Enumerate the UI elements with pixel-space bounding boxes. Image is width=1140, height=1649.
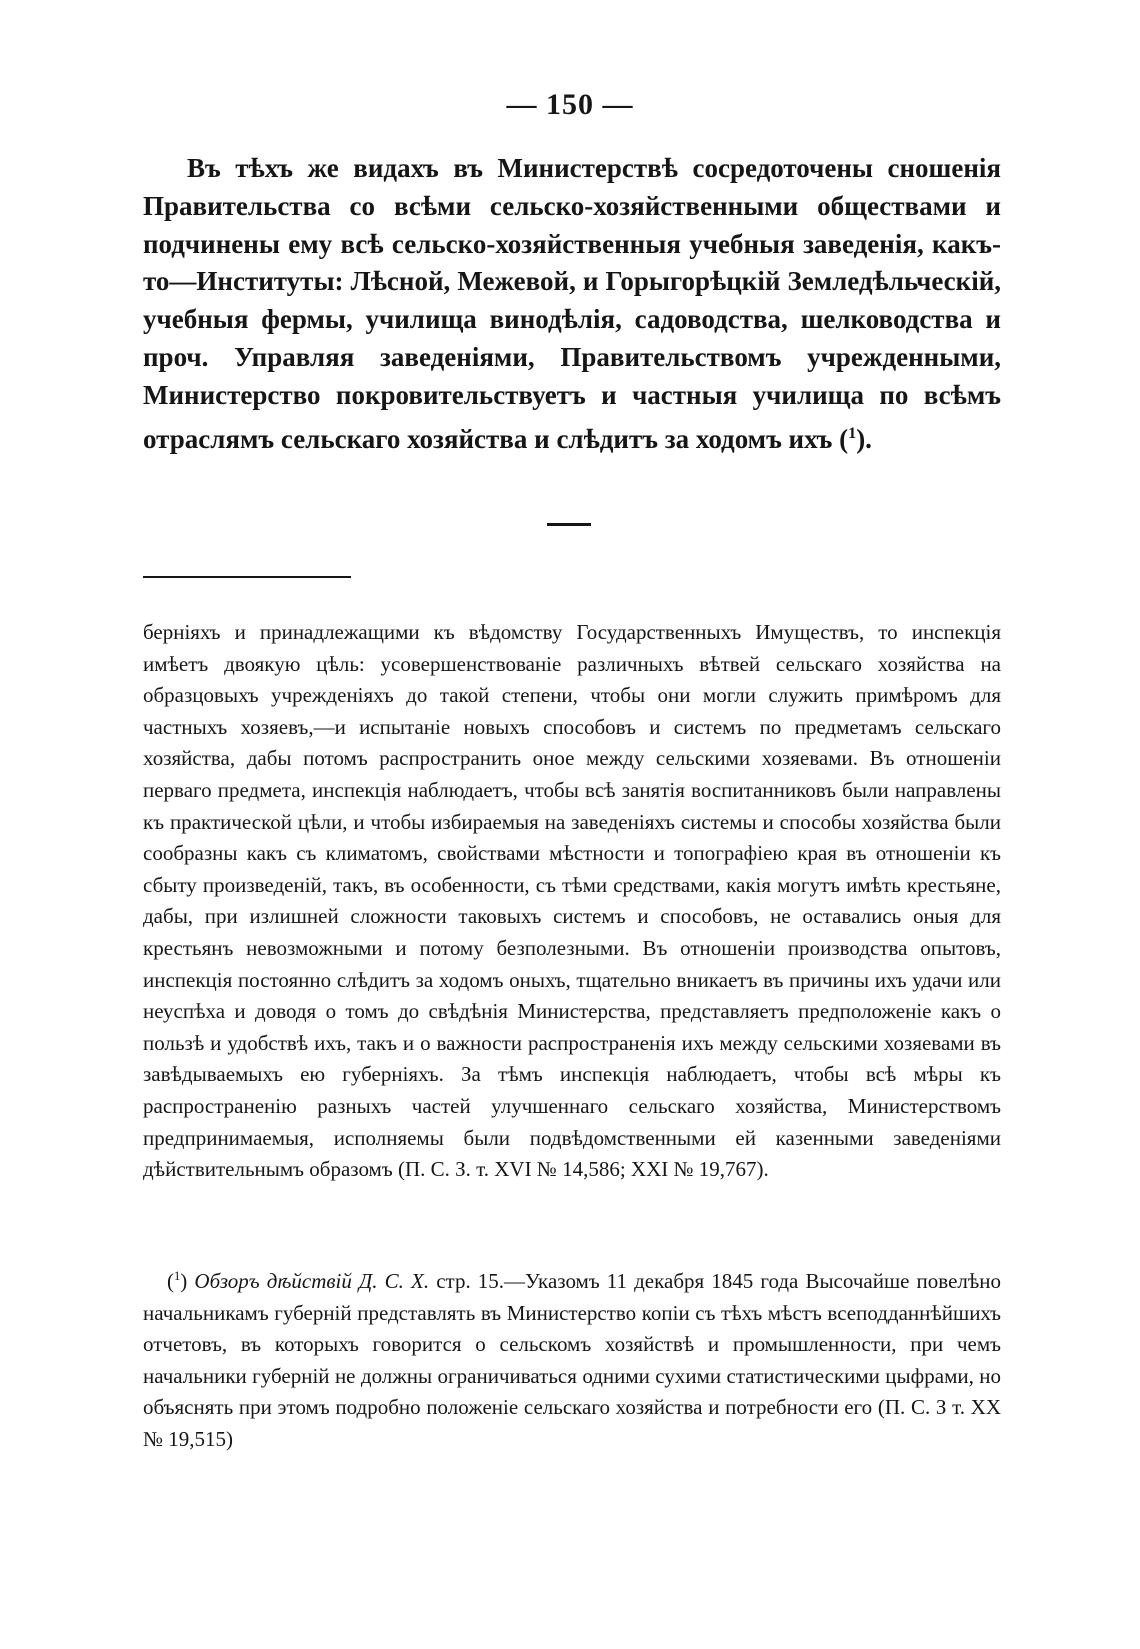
- main-paragraph: [143, 150, 1001, 458]
- footnote-1: [143, 1261, 1001, 1456]
- section-separator-rule: [547, 523, 591, 526]
- footnote-reference-1: 1: [848, 423, 857, 442]
- footnote-1-mark-close: ): [180, 1269, 188, 1293]
- page-number: — 150 —: [506, 88, 634, 121]
- footnote-separator-rule: [143, 576, 351, 578]
- footnote-continuation: берніяхъ и принадлежащими къ вѣдомству Государственныхъ Имуществъ, то инспекція имѣетъ двоякую цѣль: усовершенствованіе различныхъ вѣтвей сельскаго хозяйства на образцовыхъ учрежденіяхъ до такой степени, чтобы они могли служить примѣромъ для частныхъ хозяевъ,—и испытаніе новыхъ способовъ и системъ по предметамъ сельскаго хозяйства, дабы потомъ распространить оное между сельскими хозяевами. Въ отношеніи перваго предмета, инспекція наблюдаетъ, чтобы всѣ занятія воспитанниковъ были направлены къ практической цѣли, и чтобы избираемыя на заведеніяхъ системы и способы хозяйства были сообразны какъ съ климатомъ, свойствами мѣстности и топографіею края въ отношеніи къ сбыту произведеній, такъ, въ особенности, съ тѣми средствами, какія могутъ имѣть крестьяне, дабы, при излишней сложности таковыхъ системъ и способовъ, не оставались оныя для крестьянъ невозможными и потому безполезными. Въ отношеніи производства опытовъ, инспекція постоянно слѣдитъ за ходомъ оныхъ, тщательно вникаетъ въ причины ихъ удачи или неуспѣха и доводя о томъ до свѣдѣнія Министерства, представляетъ предположеніе какъ о пользѣ и удобствѣ ихъ, такъ и о важности распространенія ихъ между сельскими хозяевами въ завѣдываемыхъ ею губерніяхъ. За тѣмъ инспекція наблюдаетъ, чтобы всѣ мѣры къ распространенію разныхъ частей улучшеннаго сельскаго хозяйства, Министерствомъ предпринимаемыя, исполняемы были подвѣдомственными ей казенными заведеніями дѣйствительнымъ образомъ (П. С. З. т. XVI № 14,586; XXI № 19,767).: [143, 620, 1001, 1182]
- footnote-1-mark-open: (: [167, 1269, 174, 1293]
- footnote-1-source-title: Обзоръ дѣйствій Д. С. Х.: [194, 1269, 430, 1293]
- footnote-ref-open: (: [839, 423, 849, 454]
- footnote-1-text: стр. 15.—Указомъ 11 декабря 1845 года Высочайше повелѣно начальникамъ губерній представлять въ Министерство копіи съ тѣхъ мѣстъ всеподданнѣйшихъ отчетовъ, въ которыхъ говорится о сельскомъ хозяйствѣ и промышленности, при чемъ начальники губерній не должны ограничиваться одними сухими статистическими цыфрами, но объяснять при этомъ подробно положеніе сельскаго хозяйства и потребности его (П. С. З т. XX № 19,515): [143, 1269, 1002, 1451]
- footnote-ref-close: ).: [856, 423, 872, 454]
- main-paragraph-text: Въ тѣхъ же видахъ въ Министерствѣ сосредоточены сношенія Правительства со всѣми сельско-хозяйственными обществами и подчинены ему всѣ сельско-хозяйственныя учебныя заведенія, какъ-то—Институты: Лѣсной, Межевой, и Горыгорѣцкій Земледѣльческій, учебныя фермы, училища винодѣлія, садоводства, шелководства и проч. Управляя заведеніями, Правительствомъ учрежденными, Министерство покровительствуетъ и частныя училища по всѣмъ отраслямъ сельскаго хозяйства и слѣдитъ за ходомъ ихъ: [143, 153, 1001, 454]
- footnote-1-mark: 1: [174, 1269, 181, 1283]
